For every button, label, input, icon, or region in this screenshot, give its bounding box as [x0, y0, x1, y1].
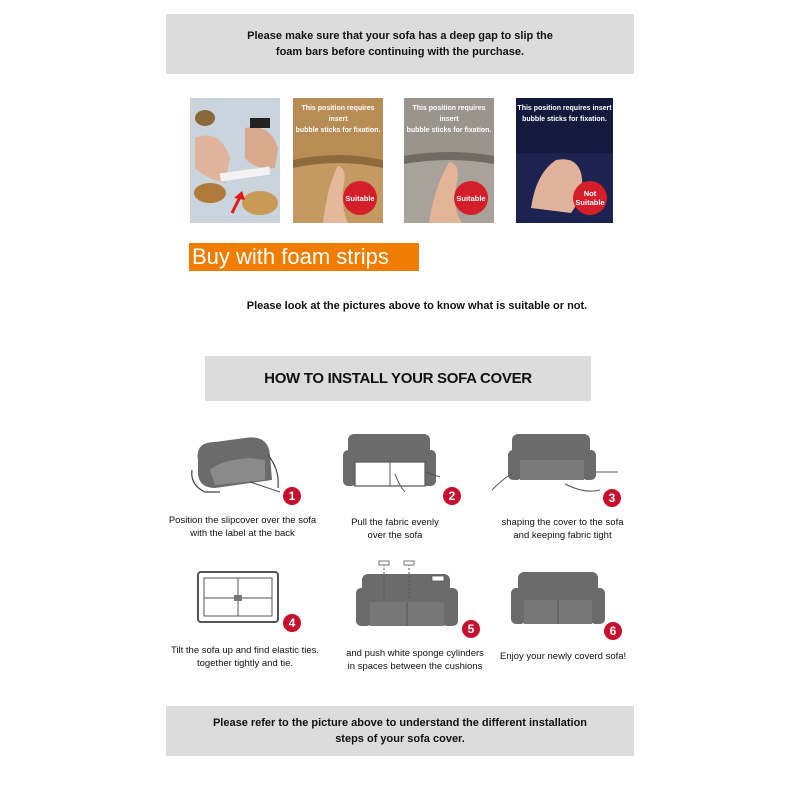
step2-text: Pull the fabric evenly over the sofa: [351, 517, 439, 541]
photo-suitable-1: [293, 98, 383, 223]
step4-number: 4: [283, 614, 301, 632]
photo-not-suitable: [516, 98, 613, 223]
step1-number: 1: [283, 487, 301, 505]
look-instruction: Please look at the pictures above to know what is suitable or not.: [246, 300, 588, 312]
install-title: HOW TO INSTALL YOUR SOFA COVER: [264, 370, 532, 387]
photo-caption: This position requires insert bubble sticks for fixation.: [295, 105, 381, 134]
step6-number: 6: [604, 622, 622, 640]
photo-caption: This position requires insert bubble sticks for fixation.: [517, 105, 612, 123]
step1-illustration: [190, 430, 285, 495]
step6-illustration: [508, 570, 608, 630]
step6-text: Enjoy your newly coverd sofa!: [500, 651, 627, 662]
step5-text: and push white sponge cylinders in spaces between the cushions: [346, 648, 484, 672]
step4-illustration: [196, 570, 281, 625]
step2-number: 2: [443, 487, 461, 505]
photo-foam-strips: [190, 98, 280, 223]
photo-caption: This position requires insert bubble sticks for fixation.: [406, 105, 492, 134]
step3-illustration: [490, 432, 620, 497]
install-title-box: [205, 356, 591, 401]
bottom-notice-line1: Please refer to the picture above to understand the different installation: [212, 717, 588, 729]
not-suitable-badge: Not Suitable: [573, 181, 607, 215]
step3-text: shaping the cover to the sofa and keeping fabric tight: [501, 517, 624, 541]
step3-number: 3: [603, 489, 621, 507]
top-notice-line2: foam bars before continuing with the purchase.: [275, 46, 525, 58]
bottom-notice-line2: steps of your sofa cover.: [335, 733, 465, 745]
step1-text: Position the slipcover over the sofa with the label at the back: [168, 515, 317, 539]
step5-illustration: [352, 560, 462, 635]
suitable-badge: Suitable: [343, 181, 377, 215]
step2-illustration: [340, 432, 440, 497]
top-notice: [166, 14, 634, 74]
step5-number: 5: [462, 620, 480, 638]
top-notice-line1: Please make sure that your sofa has a deep gap to slip the: [247, 30, 553, 42]
buy-with-foam-strips-banner: Buy with foam strips: [189, 243, 419, 271]
photo-suitable-2: [404, 98, 494, 223]
suitable-badge: Suitable: [454, 181, 488, 215]
step4-text: Tilt the sofa up and find elastic ties. together tightly and tie.: [170, 645, 320, 669]
bottom-notice: [166, 706, 634, 756]
